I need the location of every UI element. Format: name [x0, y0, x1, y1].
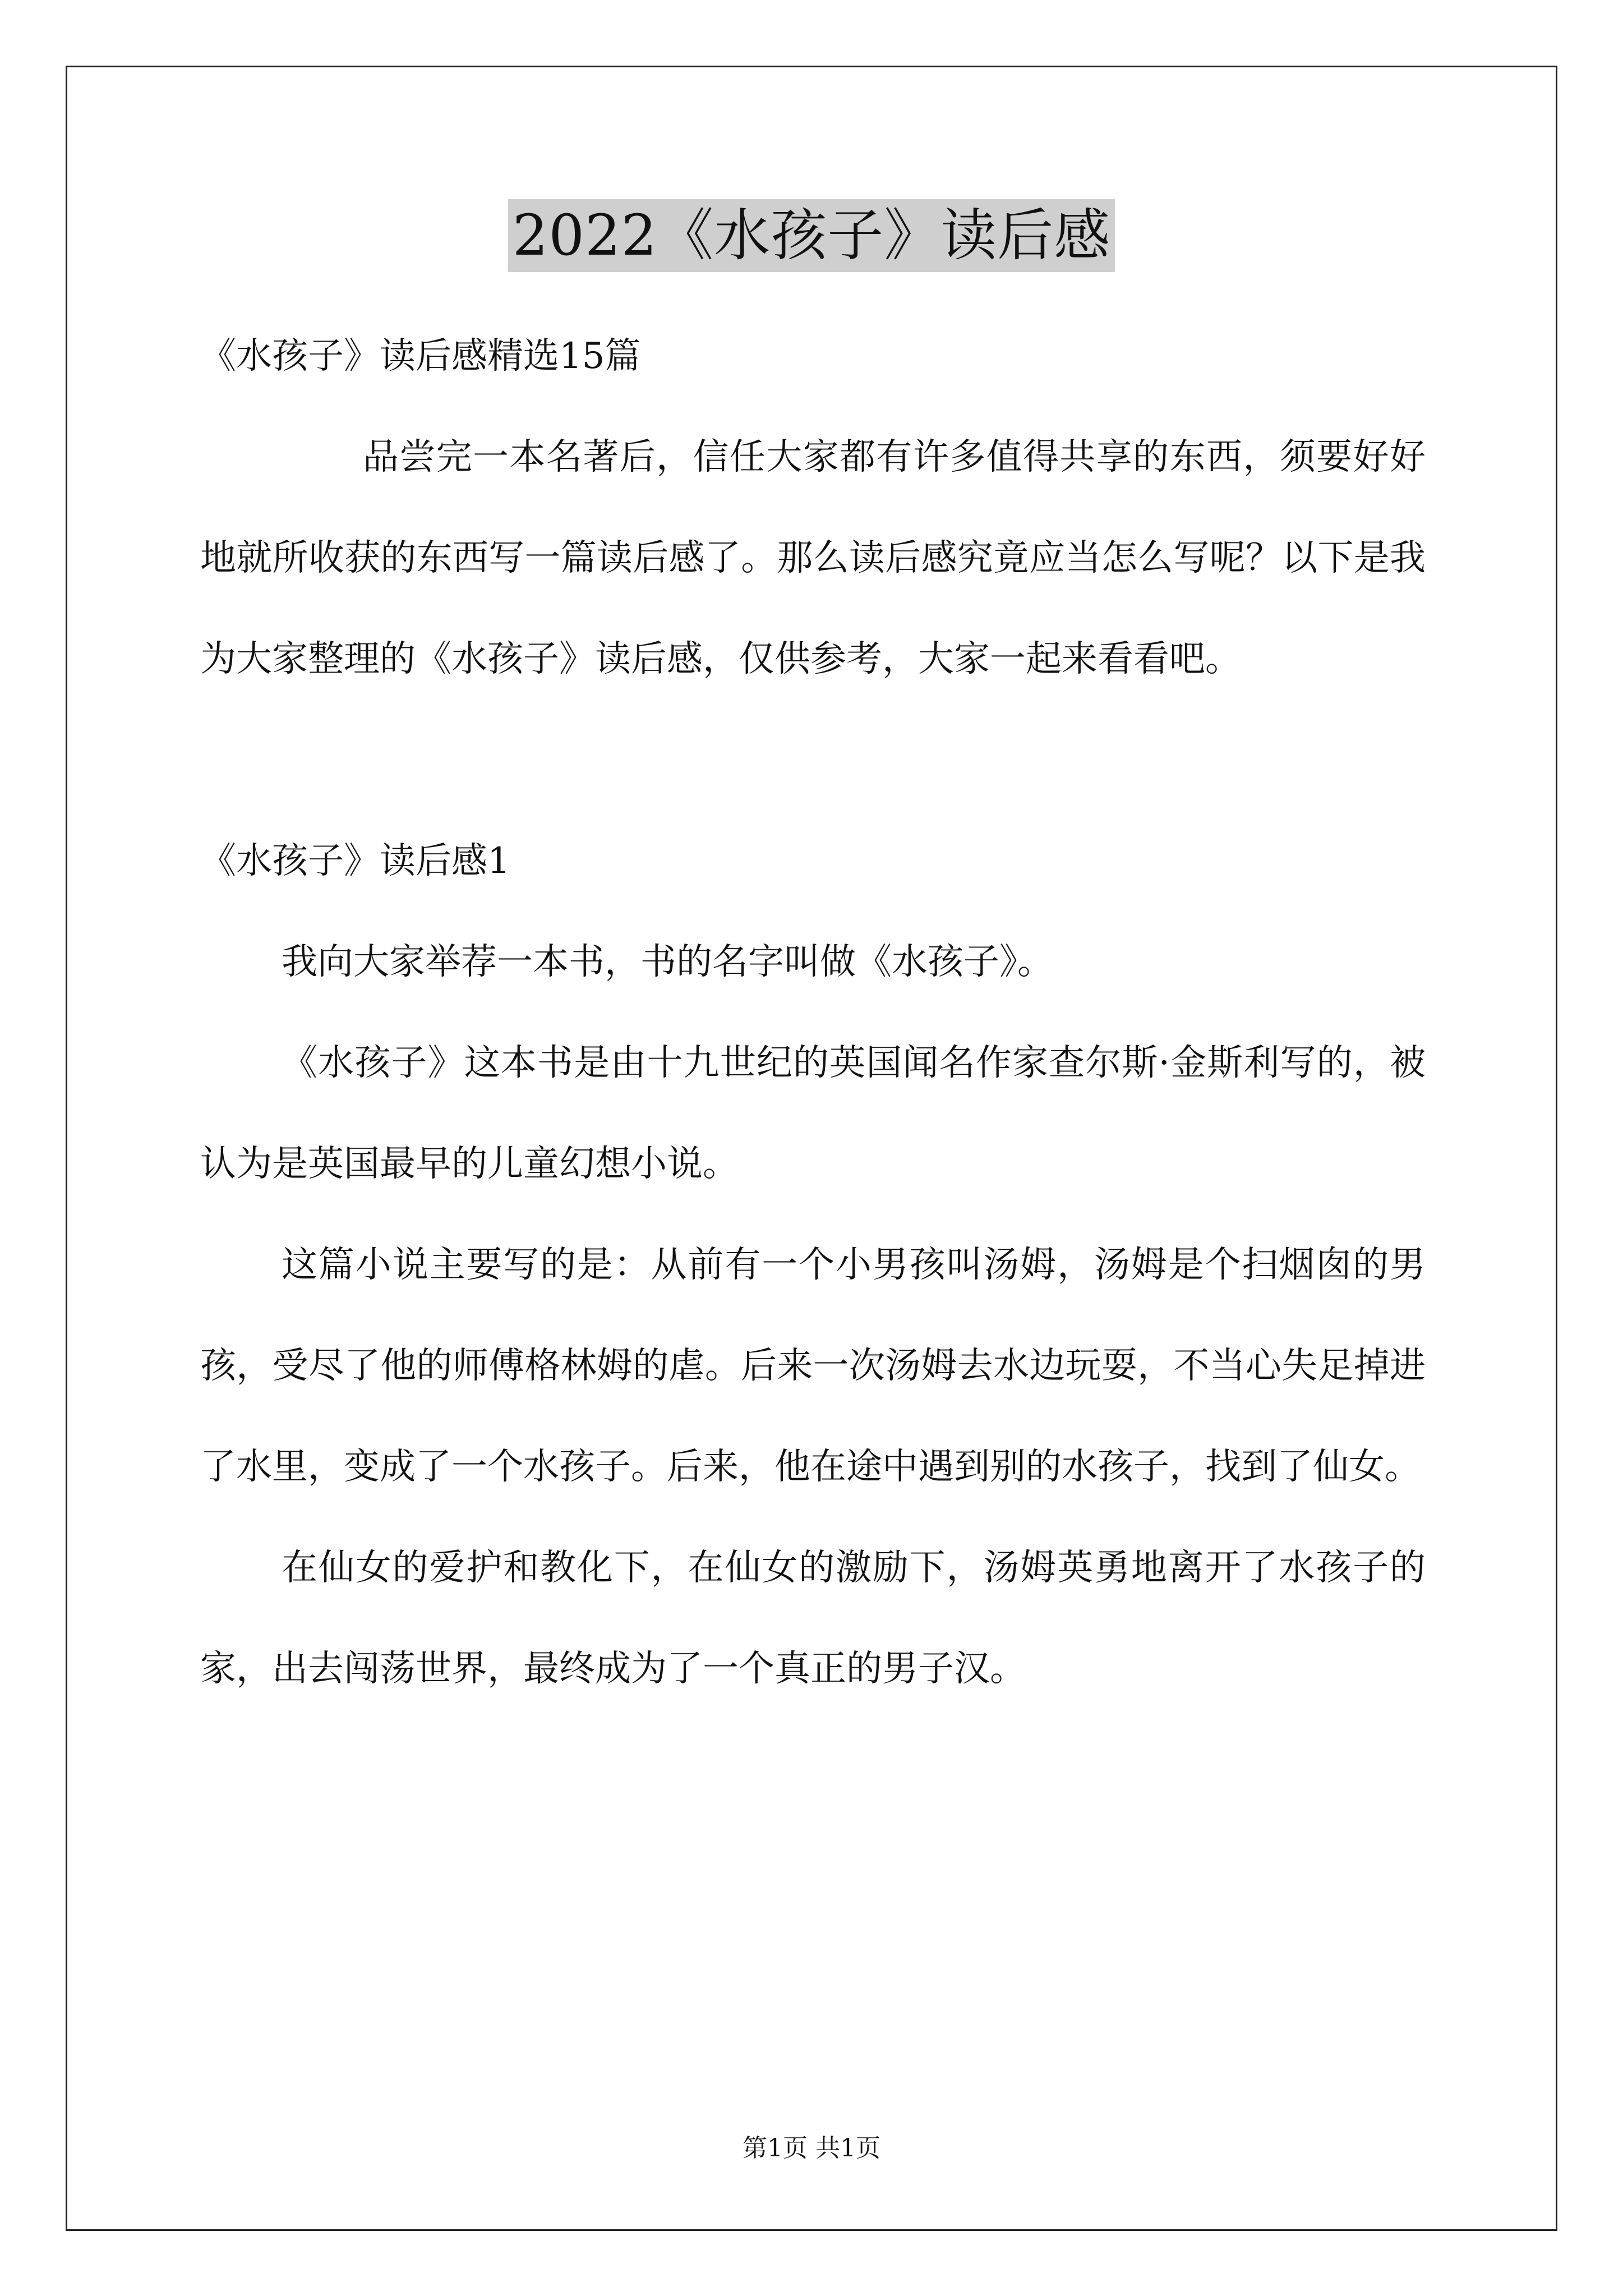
- document-title: 2022《水孩子》读后感: [508, 199, 1115, 272]
- body-paragraph: 在仙女的爱护和教化下，在仙女的激励下，汤姆英勇地离开了水孩子的家，出去闯荡世界，最终成为了一个真正的男子汉。: [200, 1547, 1426, 1690]
- body-paragraph: 这篇小说主要写的是：从前有一个小男孩叫汤姆，汤姆是个扫烟囱的男孩，受尽了他的师傅格林姆的虐。后来一次汤姆去水边玩耍，不当心失足掉进了水里，变成了一个水孩子。后来，他在途中遇到别的水孩子，找到了仙女。: [200, 1244, 1426, 1488]
- body-paragraph: 我向大家举荐一本书，书的名字叫做《水孩子》。: [282, 941, 1053, 983]
- section-spacer: [200, 710, 1426, 811]
- intro-paragraph: 品尝完一本名著后，信任大家都有许多值得共享的东西，须要好好地就所收获的东西写一篇读后感了。那么读后感究竟应当怎么写呢？以下是我为大家整理的《水孩子》读后感，仅供参考，大家一起来看看吧。: [200, 436, 1426, 680]
- title-container: [0, 199, 1623, 272]
- document-subtitle: 《水孩子》读后感精选15篇: [200, 335, 641, 377]
- document-body: [200, 306, 1426, 1719]
- body-paragraph: 《水孩子》这本书是由十九世纪的英国闻名作家查尔斯·金斯利写的，被认为是英国最早的儿童幻想小说。: [200, 1042, 1426, 1185]
- page-footer: 第1页 共1页: [743, 2134, 880, 2162]
- section-heading: 《水孩子》读后感1: [200, 840, 510, 882]
